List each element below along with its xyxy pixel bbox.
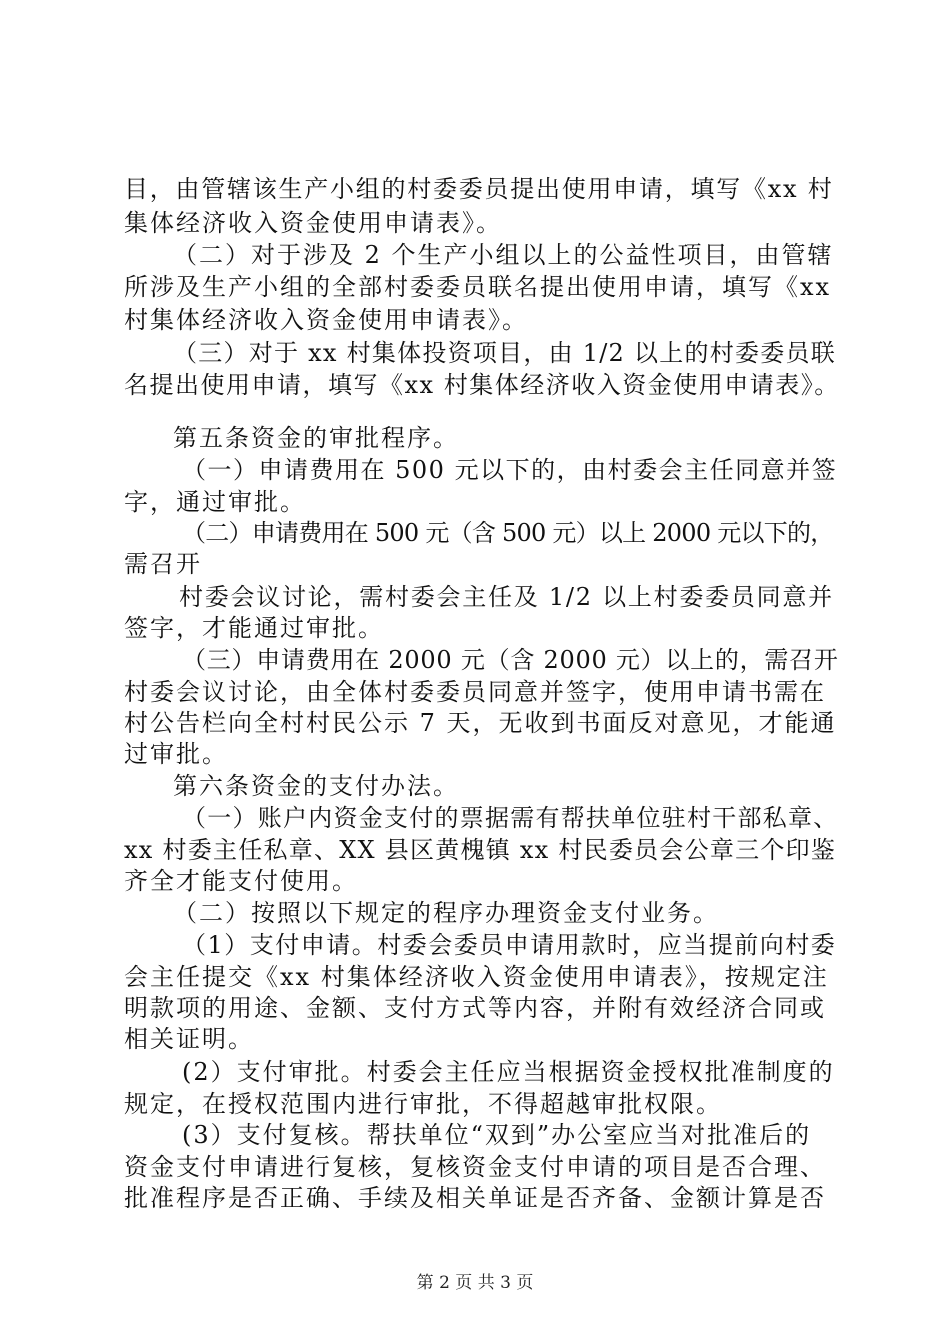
paragraph-line: 字，通过审批。: [124, 488, 306, 516]
paragraph-line: 目，由管辖该生产小组的村委委员提出使用申请，填写《xx 村: [124, 175, 834, 203]
paragraph-line: 签字，才能通过审批。: [124, 614, 384, 642]
paragraph-line: 村集体经济收入资金使用申请表》。: [124, 306, 528, 334]
paragraph-line: 资金支付申请进行复核，复核资金支付申请的项目是否合理、: [124, 1153, 826, 1181]
paragraph-line: (3）支付复核。帮扶单位“双到”办公室应当对批准后的: [182, 1121, 812, 1149]
section-heading: 第六条资金的支付办法。: [173, 772, 459, 800]
paragraph-line: （二）按照以下规定的程序办理资金支付业务。: [173, 899, 719, 927]
paragraph-line: 所涉及生产小组的全部村委委员联名提出使用申请，填写《xx: [124, 273, 832, 301]
paragraph-line: 明款项的用途、金额、支付方式等内容，并附有效经济合同或: [124, 994, 826, 1022]
paragraph-line: 过审批。: [124, 740, 228, 768]
paragraph-line: 集体经济收入资金使用申请表》。: [124, 209, 502, 237]
paragraph-line: 相关证明。: [124, 1025, 254, 1053]
paragraph-line: xx 村委主任私章、XX 县区黄槐镇 xx 村民委员会公章三个印鉴: [124, 836, 837, 864]
paragraph-line: 齐全才能支付使用。: [124, 867, 358, 895]
page-footer: 第 2 页 共 3 页: [416, 1273, 534, 1293]
paragraph-line: （1）支付申请。村委会委员申请用款时，应当提前向村委: [182, 931, 837, 959]
paragraph-line: 需召开: [124, 550, 202, 578]
paragraph-line: 村委会议讨论，需村委会主任及 1/2 以上村委委员同意并: [179, 583, 834, 611]
paragraph-line: （一）申请费用在 500 元以下的，由村委会主任同意并签: [182, 456, 838, 484]
paragraph-line: 村公告栏向全村村民公示 7 天，无收到书面反对意见，才能通: [124, 709, 837, 737]
paragraph-line: 会主任提交《xx 村集体经济收入资金使用申请表》，按规定注: [124, 963, 829, 991]
paragraph-line: （三）对于 xx 村集体投资项目，由 1/2 以上的村委委员联: [173, 339, 836, 367]
paragraph-line: 规定，在授权范围内进行审批，不得超越审批权限。: [124, 1090, 722, 1118]
paragraph-line: （二）对于涉及 2 个生产小组以上的公益性项目，由管辖: [173, 241, 834, 269]
paragraph-line: 名提出使用申请，填写《xx 村集体经济收入资金使用申请表》。: [124, 371, 840, 399]
paragraph-line: （一）账户内资金支付的票据需有帮扶单位驻村干部私章、: [182, 804, 839, 832]
paragraph-line: （三）申请费用在 2000 元（含 2000 元）以上的，需召开: [182, 646, 839, 674]
paragraph-line: (2）支付审批。村委会主任应当根据资金授权批准制度的: [182, 1058, 835, 1086]
paragraph-line: （二）申请费用在 500 元（含 500 元）以上 2000 元以下的，: [182, 519, 834, 547]
paragraph-line: 批准程序是否正确、手续及相关单证是否齐备、金额计算是否: [124, 1184, 826, 1212]
section-heading: 第五条资金的审批程序。: [173, 424, 459, 452]
paragraph-line: 村委会议讨论，由全体村委委员同意并签字，使用申请书需在: [124, 678, 826, 706]
